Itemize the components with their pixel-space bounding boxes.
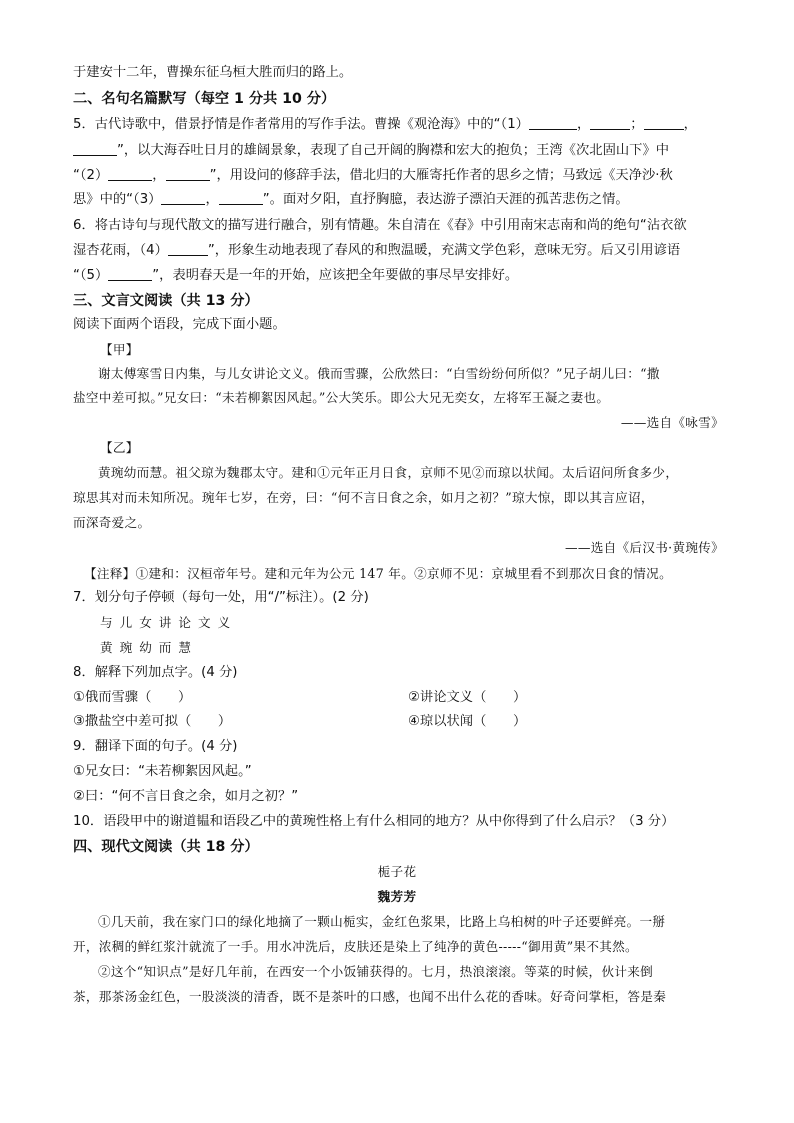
question-5-line-1: 5．古代诗歌中，借景抒情是作者常用的写作手法。曹操《观沧海》中的“（1） ， ； ， <box>73 117 697 132</box>
article-title: 栀子花 <box>377 864 417 879</box>
question-8-item-3: ③撒盐空中差可拟（ ） <box>73 714 232 729</box>
question-5-line-3: “（2） ， ”，用设问的修辞手法，借北归的大雁寄托作者的思乡之情；马致远《天净沙·秋 <box>73 168 673 183</box>
passage-tail: 于建安十二年，曹操东征乌桓大胜而归的路上。 <box>73 65 353 80</box>
question-8: 8．解释下列加点字。(4 分) <box>73 665 238 680</box>
question-9-item-1: ①兄女曰：“未若柳絮因风起。” <box>73 764 252 779</box>
passage-a-tag: 【甲】 <box>100 342 139 357</box>
section-heading-classical: 三、文言文阅读（共 13 分） <box>73 293 259 309</box>
question-6-line-3: “（5） ”，表明春天是一年的开始，应该把全年要做的事尽早安排好。 <box>73 268 519 283</box>
question-7: 7．划分句子停顿（每句一处，用“/”标注）。(2 分) <box>73 590 369 605</box>
answer-blank[interactable] <box>644 115 684 130</box>
passage-b-tag: 【乙】 <box>100 440 139 455</box>
question-9: 9．翻译下面的句子。(4 分) <box>73 739 238 754</box>
answer-blank[interactable] <box>108 166 152 181</box>
passage-a-line-2: 盐空中差可拟。”兄女曰：“未若柳絮因风起。”公大笑乐。即公大兄无奕女，左将军王凝之妻也。 <box>73 390 610 405</box>
question-7-sentence-a: 与儿女讲论文义 <box>100 615 238 630</box>
paragraph-2-line-1: ②这个“知识点”是好几年前，在西安一个小饭铺获得的。七月，热浪滚滚。等菜的时候，伙计来倒 <box>98 964 654 979</box>
answer-blank[interactable] <box>108 266 152 281</box>
article-author: 魏芳芳 <box>377 889 417 904</box>
paragraph-2-line-2: 茶，那茶汤金红色，一股淡淡的清香，既不是茶叶的口感，也闻不出什么花的香味。好奇问掌柜，答是秦 <box>73 989 667 1004</box>
paragraph-1-line-1: ①几天前，我在家门口的绿化地摘了一颗山栀实，金红色浆果，比路上乌桕树的叶子还要鲜亮。一掰 <box>98 914 666 929</box>
paragraph-1-line-2: 开，浓稠的鲜红浆汁就流了一手。用水冲洗后，皮肤还是染上了纯净的黄色-----“御用黄”果不其然。 <box>73 939 638 954</box>
question-6-line-1: 6．将古诗句与现代散文的描写进行融合，别有情趣。朱自清在《春》中引用南宋志南和尚的绝句“沾衣欲 <box>73 218 687 233</box>
answer-blank[interactable] <box>166 166 210 181</box>
answer-blank[interactable] <box>590 115 630 130</box>
question-6-line-2: 湿杏花雨，（4） ”，形象生动地表现了春风的和煦温暖，充满文学色彩，意味无穷。后又引用谚语 <box>73 243 681 258</box>
passage-a-line-1: 谢太傅寒雪日内集，与儿女讲论文义。俄而雪骤，公欣然曰：“白雪纷纷何所似？”兄子胡儿曰：“撒 <box>98 366 660 381</box>
answer-blank[interactable] <box>168 241 208 256</box>
question-8-item-2: ②讲论文义（ ） <box>408 690 527 705</box>
answer-blank[interactable] <box>161 190 205 205</box>
passage-b-line-1: 黄琬幼而慧。祖父琼为魏郡太守。建和①元年正月日食，京师不见②而琼以状闻。太后诏问所食多少， <box>98 465 679 480</box>
answer-blank[interactable] <box>529 115 577 130</box>
question-10: 10．语段甲中的谢道韫和语段乙中的黄琬性格上有什么相同的地方？从中你得到了什么启示？（3 分） <box>73 814 675 829</box>
passage-b-source: ——选自《后汉书·黄琬传》 <box>564 540 724 555</box>
answer-blank[interactable] <box>219 190 263 205</box>
question-8-item-1: ①俄而雪骤（ ） <box>73 690 192 705</box>
reading-instruction: 阅读下面两个语段，完成下面小题。 <box>73 317 286 332</box>
annotation-note: 【注释】①建和：汉桓帝年号。建和元年为公元 147 年。②京师不见：京城里看不到那次日食的情况。 <box>84 566 672 581</box>
question-8-item-4: ④琼以状闻（ ） <box>408 714 527 729</box>
answer-blank[interactable] <box>73 141 117 156</box>
passage-b-line-3: 而深奇爱之。 <box>73 515 151 530</box>
passage-a-source: ——选自《咏雪》 <box>620 415 724 430</box>
section-heading-recitation: 二、名句名篇默写（每空 1 分共 10 分） <box>73 91 336 107</box>
question-7-sentence-b: 黄琬幼而慧 <box>100 640 198 655</box>
section-heading-modern: 四、现代文阅读（共 18 分） <box>73 839 259 855</box>
question-5-line-2: ”，以大海吞吐日月的雄阔景象，表现了自己开阔的胸襟和宏大的抱负；王湾《次北固山下》中 <box>73 141 669 161</box>
passage-b-line-2: 琼思其对而未知所况。琬年七岁，在旁，曰：“何不言日食之余，如月之初？”琼大惊，即以其言应诏， <box>73 490 654 505</box>
question-5-line-4: 思》中的“（3） ， ”。面对夕阳，直抒胸臆，表达游子漂泊天涯的孤苦悲伤之情。 <box>73 192 629 207</box>
question-9-item-2: ②曰：“何不言日食之余，如月之初？” <box>73 789 299 804</box>
